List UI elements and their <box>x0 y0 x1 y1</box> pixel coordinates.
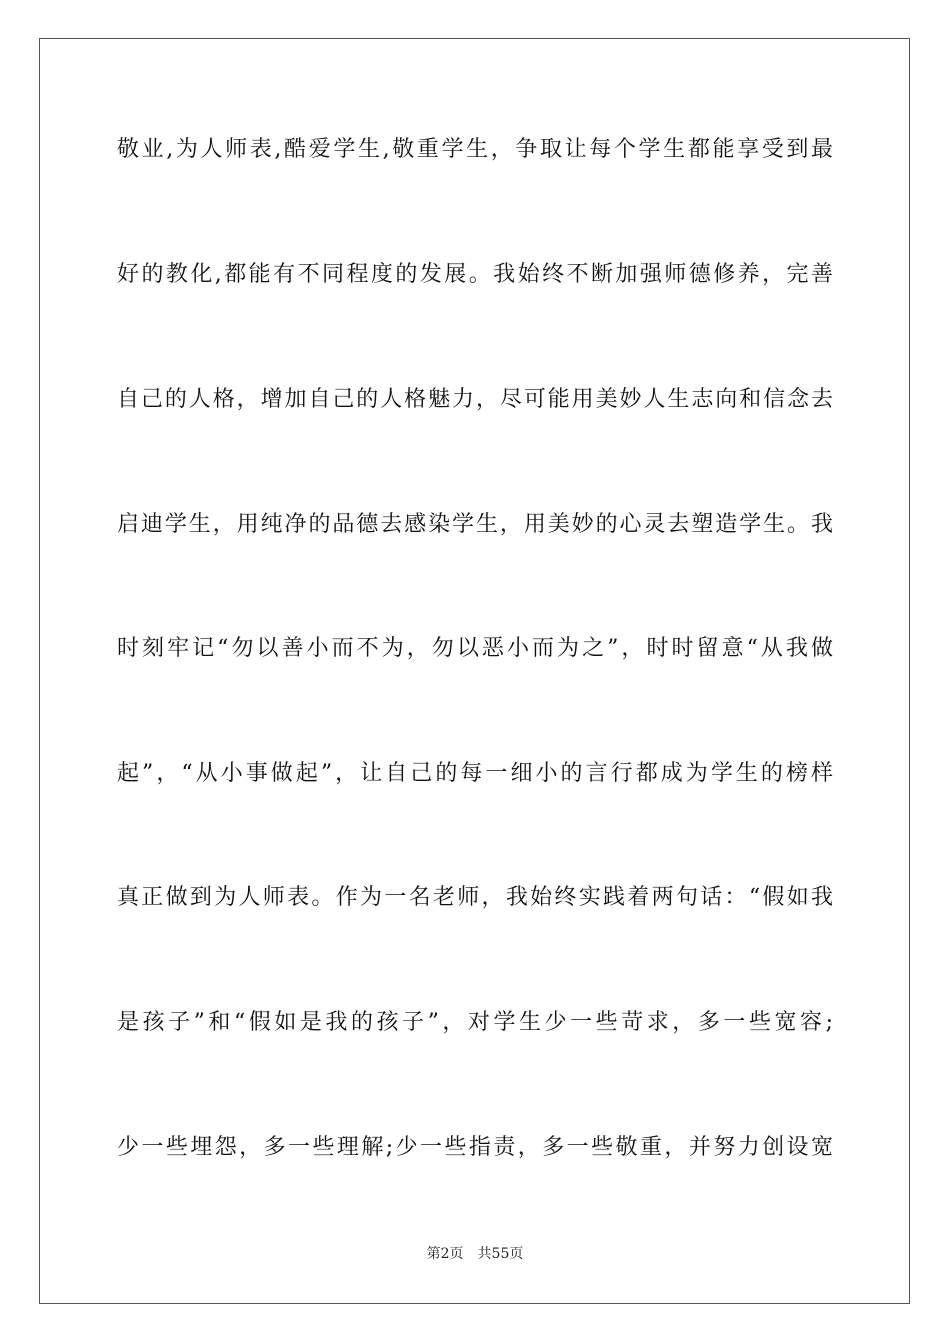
text-line: 启迪学生，用纯净的品德去感染学生，用美妙的心灵去塑造学生。我 <box>117 512 833 537</box>
text-line: 是孩子”和“假如是我的孩子”，对学生少一些苛求，多一些宽容; <box>117 1010 833 1035</box>
text-line: 少一些埋怨，多一些理解;少一些指责，多一些敬重，并努力创设宽 <box>117 1135 833 1160</box>
page-border <box>39 38 910 1304</box>
text-line: 起”，“从小事做起”，让自己的每一细小的言行都成为学生的榜样 <box>117 761 833 786</box>
text-line: 真正做到为人师表。作为一名老师，我始终实践着两句话：“假如我 <box>117 885 833 910</box>
page-total: 共55页 <box>477 1246 524 1262</box>
page-number: 第2页 <box>426 1246 464 1262</box>
text-line: 好的教化,都能有不同程度的发展。我始终不断加强师德修养，完善 <box>117 262 833 287</box>
text-line: 敬业,为人师表,酷爱学生,敬重学生，争取让每个学生都能享受到最 <box>117 137 833 162</box>
text-line: 自己的人格，增加自己的人格魅力，尽可能用美妙人生志向和信念去 <box>117 387 833 412</box>
text-line: 时刻牢记“勿以善小而不为，勿以恶小而为之”，时时留意“从我做 <box>117 636 833 661</box>
page-footer <box>0 1245 950 1263</box>
